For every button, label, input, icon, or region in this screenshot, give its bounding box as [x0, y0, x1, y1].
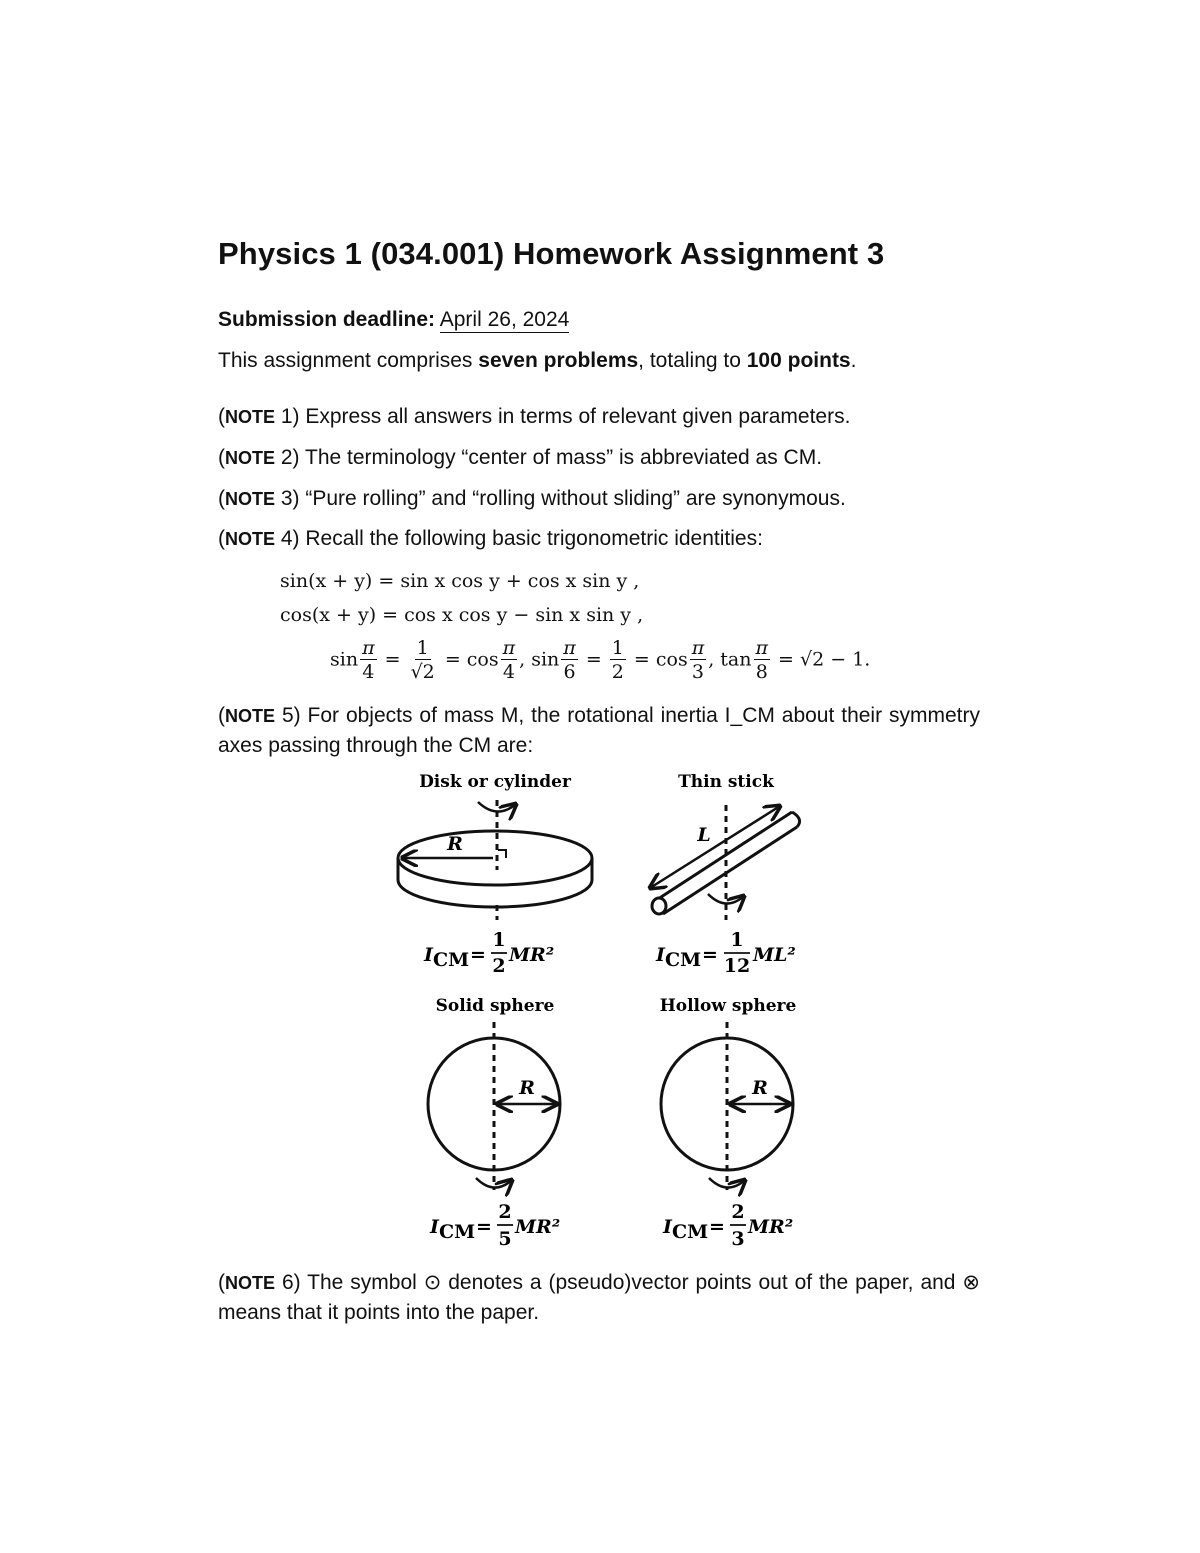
identity-sin-sum: sin(x + y) = sin x cos y + cos x sin y ,	[280, 570, 640, 592]
disk-title: Disk or cylinder	[419, 772, 571, 792]
note-number: 5	[281, 704, 294, 727]
hollow-formula-den: 3	[731, 1228, 745, 1250]
stick-formula-rhs: ML²	[753, 944, 796, 966]
note-2: (NOTE 2) The terminology “center of mass” is abbreviated as CM.	[218, 446, 823, 469]
solid-formula-num: 2	[498, 1201, 512, 1223]
note-6: (NOTE 6) The symbol ⊙ denotes a (pseudo)vector points out of the paper, and ⊗ means that it points into the paper.	[218, 1271, 980, 1324]
identity-special-angles: sin $\frac{\pi}{4}$ = $\frac{1}{√2}$ = cos $\frac{\pi}{4}$ , sin $\frac{\pi}{6}$ = $\frac{1}{2}$ = cos $\frac{\pi}{3}$ , tan $\frac{\pi}{8}$ = √2 − 1.	[330, 637, 871, 683]
note-text: ) For objects of mass M, the rotational inertia I_CM about their symmetry axes passing through the CM are:	[218, 704, 980, 757]
hollow-sphere-title: Hollow sphere	[659, 996, 797, 1016]
solid-formula-sub: CM	[439, 1221, 476, 1243]
solid-sphere-diagram	[428, 996, 560, 1190]
svg-text:=: =	[702, 944, 718, 966]
solid-formula-rhs: MR²	[515, 1216, 561, 1238]
note-text: ) Recall the following basic trigonometric identities:	[292, 527, 763, 550]
svg-text:=: =	[470, 944, 486, 966]
note-number: 1	[280, 405, 293, 428]
note-number: 4	[280, 527, 293, 550]
hollow-sphere-formula	[662, 1201, 793, 1250]
page-title: Physics 1 (034.001) Homework Assignment 3	[218, 236, 885, 271]
solid-sphere-radius-label: R	[519, 1077, 535, 1099]
note-tag: NOTE	[225, 489, 276, 509]
disk-formula-num: 1	[492, 929, 506, 951]
hollow-formula-lhs: I	[663, 1216, 672, 1238]
identity-cos-sum: cos(x + y) = cos x cos y − sin x sin y ,	[280, 604, 644, 626]
note-tag: NOTE	[225, 706, 276, 726]
summary-post: .	[850, 349, 857, 372]
hollow-sphere-radius-label: R	[752, 1077, 768, 1099]
disk-formula-den: 2	[492, 955, 506, 977]
disk-diagram	[398, 772, 592, 920]
solid-sphere-title: Solid sphere	[435, 996, 555, 1016]
stick-formula-den: 12	[723, 955, 751, 977]
solid-formula-den: 5	[498, 1228, 512, 1250]
stick-title: Thin stick	[678, 772, 774, 792]
summary-points: 100 points	[746, 349, 851, 372]
disk-formula-lhs: I	[424, 944, 433, 966]
note-5: (NOTE 5) For objects of mass M, the rotational inertia I_CM about their symmetry axes passing through the CM are:	[218, 704, 980, 757]
solid-formula-lhs: I	[430, 1216, 439, 1238]
note-3: (NOTE 3) “Pure rolling” and “rolling without sliding” are synonymous.	[218, 487, 846, 510]
note-text: ) The terminology “center of mass” is abbreviated as CM.	[292, 446, 823, 469]
stick-diagram	[650, 772, 800, 920]
note-number: 3	[280, 487, 293, 510]
stick-formula-sub: CM	[665, 949, 702, 971]
disk-formula-sub: CM	[433, 949, 470, 971]
stick-formula-lhs: I	[656, 944, 665, 966]
note-number: 2	[280, 446, 293, 469]
stick-length-label: L	[697, 824, 711, 846]
note-text: ) The symbol ⊙ denotes a (pseudo)vector points out of the paper, and ⊗ means that it points into the paper.	[218, 1271, 980, 1324]
summary-problems: seven problems	[478, 349, 639, 372]
solid-sphere-formula	[429, 1201, 560, 1250]
deadline-label: Submission deadline:	[218, 308, 436, 331]
stick-formula-num: 1	[730, 929, 744, 951]
deadline-date: April 26, 2024	[439, 308, 570, 331]
summary-mid: , totaling to	[638, 349, 747, 372]
stick-formula	[655, 929, 796, 977]
hollow-formula-num: 2	[731, 1201, 745, 1223]
note-tag: NOTE	[225, 407, 276, 427]
svg-text:=: =	[709, 1216, 725, 1238]
note-tag: NOTE	[225, 529, 276, 549]
note-tag: NOTE	[225, 1273, 276, 1293]
hollow-formula-sub: CM	[672, 1221, 709, 1243]
svg-text:=: =	[476, 1216, 492, 1238]
note-tag: NOTE	[225, 448, 276, 468]
note-text: ) Express all answers in terms of relevant given parameters.	[292, 405, 851, 428]
disk-formula	[423, 929, 554, 977]
hollow-sphere-diagram	[660, 996, 797, 1190]
disk-radius-label: R	[447, 833, 463, 855]
note-number: 6	[281, 1271, 294, 1294]
note-1: (NOTE 1) Express all answers in terms of relevant given parameters.	[218, 405, 851, 428]
disk-formula-rhs: MR²	[509, 944, 555, 966]
summary-pre: This assignment comprises	[218, 349, 479, 372]
hollow-formula-rhs: MR²	[748, 1216, 794, 1238]
note-text: ) “Pure rolling” and “rolling without sliding” are synonymous.	[292, 487, 846, 510]
note-4: (NOTE 4) Recall the following basic trigonometric identities:	[218, 527, 763, 550]
